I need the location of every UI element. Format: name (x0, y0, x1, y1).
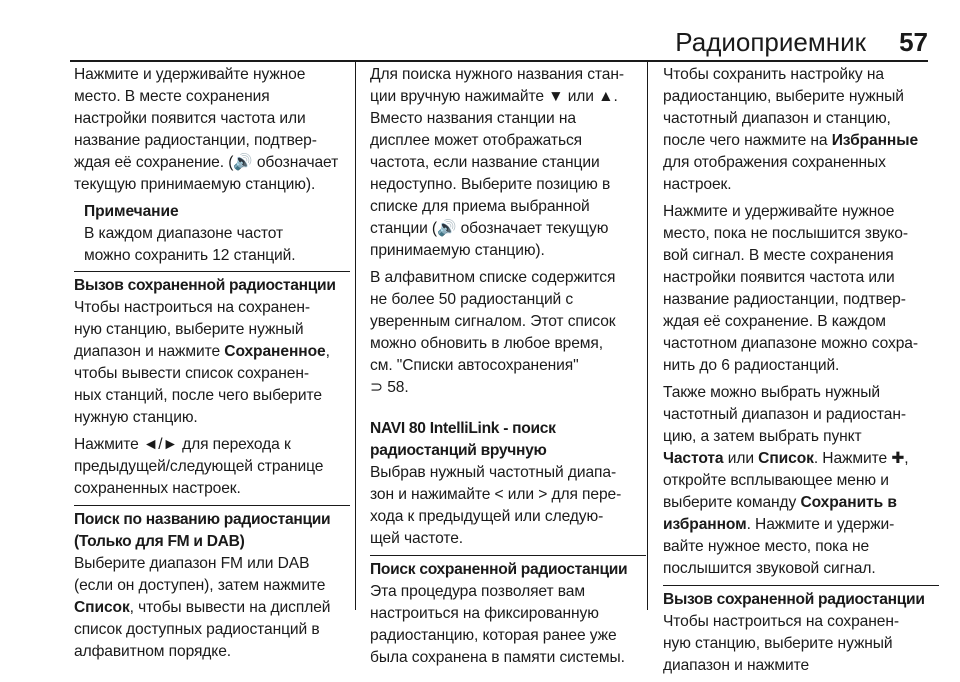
col2-paragraph-1: Для поиска нужного названия стан- ции вручную нажимайте ▼ или ▲. Вместо названия станции на дисплее может отображаться частота, если название станции недоступно. Выберите позицию в списке для приема выбранной станции (🔊 обозначает текущую принимаемую станцию). (370, 66, 624, 259)
column-divider-2 (647, 62, 648, 610)
note-box: Примечание В каждом диапазоне частот можно сохранить 12 станций. (84, 201, 350, 267)
section-separator (74, 505, 350, 506)
col3-paragraph-3: Также можно выбрать нужный частотный диапазон и радиостан- цию, а затем выбрать пункт Частота или Список. Нажмите ✚, откройте всплывающее меню и выберите команду Сохранить в избранном. Нажмите и удержи- вайте нужное место, пока не послышится звуковой сигнал. (663, 384, 909, 577)
col1-paragraph-1: Нажмите и удерживайте нужное место. В месте сохранения настройки появится частота или название радиостанции, подтвер- ждая её сохранение. (🔊 обозначает текущую принимаемую станцию). (74, 66, 339, 193)
page-reference-link[interactable]: ⊃ 58. (370, 379, 409, 396)
section-separator (663, 585, 939, 586)
page-header (70, 26, 928, 58)
page-number: 57 (899, 27, 928, 57)
section-separator (74, 271, 350, 272)
column-divider-1 (355, 62, 356, 610)
section-heading: Вызов сохраненной радиостанции (663, 591, 925, 608)
section-heading: Поиск по названию радиостанции (Только для FM и DAB) (74, 511, 331, 550)
section-heading: Поиск сохраненной радиостанции (370, 561, 628, 578)
section-heading: NAVI 80 IntelliLink - поиск радиостанций вручную (370, 420, 556, 459)
col3-paragraph-2: Нажмите и удерживайте нужное место, пока не послышится звуко- вой сигнал. В месте сохранения настройки появится частота или название радиостанции, подтвер- ждая её сохранение. В каждом частотном диапазоне можно сохра- нить до 6 радиостанций. (663, 203, 918, 374)
section-heading: Вызов сохраненной радиостанции (74, 277, 336, 294)
section-separator (370, 555, 646, 556)
col1-paragraph-3: Нажмите ◄/► для перехода к предыдущей/следующей странице сохраненных настроек. (74, 436, 324, 497)
col1-paragraph-4: Выберите диапазон FM или DAB (если он доступен), затем нажмите Список, чтобы вывести на дисплей список доступных радиостанций в алфавитном порядке. (74, 555, 331, 660)
col2-paragraph-3: Выбрав нужный частотный диапа- зон и нажимайте < или > для пере- хода к предыдущей или следую- щей частоте. (370, 464, 622, 547)
col3-paragraph-4: Чтобы настроиться на сохранен- ную станцию, выберите нужный диапазон и нажмите (663, 613, 899, 674)
column-2 (370, 64, 646, 674)
header-rule (70, 60, 928, 62)
column-1 (74, 64, 350, 668)
col2-paragraph-4: Эта процедура позволяет вам настроиться на фиксированную радиостанцию, которая ранее уже была сохранена в памяти системы. (370, 583, 625, 666)
col2-paragraph-2: В алфавитном списке содержится не более 50 радиостанций с уверенным сигналом. Этот список можно обновить в любое время, см. "Списки автосохранения" ⊃ 58. (370, 267, 646, 399)
note-title: Примечание (84, 203, 179, 220)
col3-paragraph-1: Чтобы сохранить настройку на радиостанцию, выберите нужный частотный диапазон и станцию, после чего нажмите на Избранные для отображения сохраненных настроек. (663, 66, 919, 193)
column-3 (663, 64, 939, 682)
page-title: Радиоприемник (675, 27, 866, 57)
col1-paragraph-2: Чтобы настроиться на сохранен- ную станцию, выберите нужный диапазон и нажмите Сохраненное, чтобы вывести список сохранен- ных станций, после чего выберите нужную станцию. (74, 299, 330, 426)
